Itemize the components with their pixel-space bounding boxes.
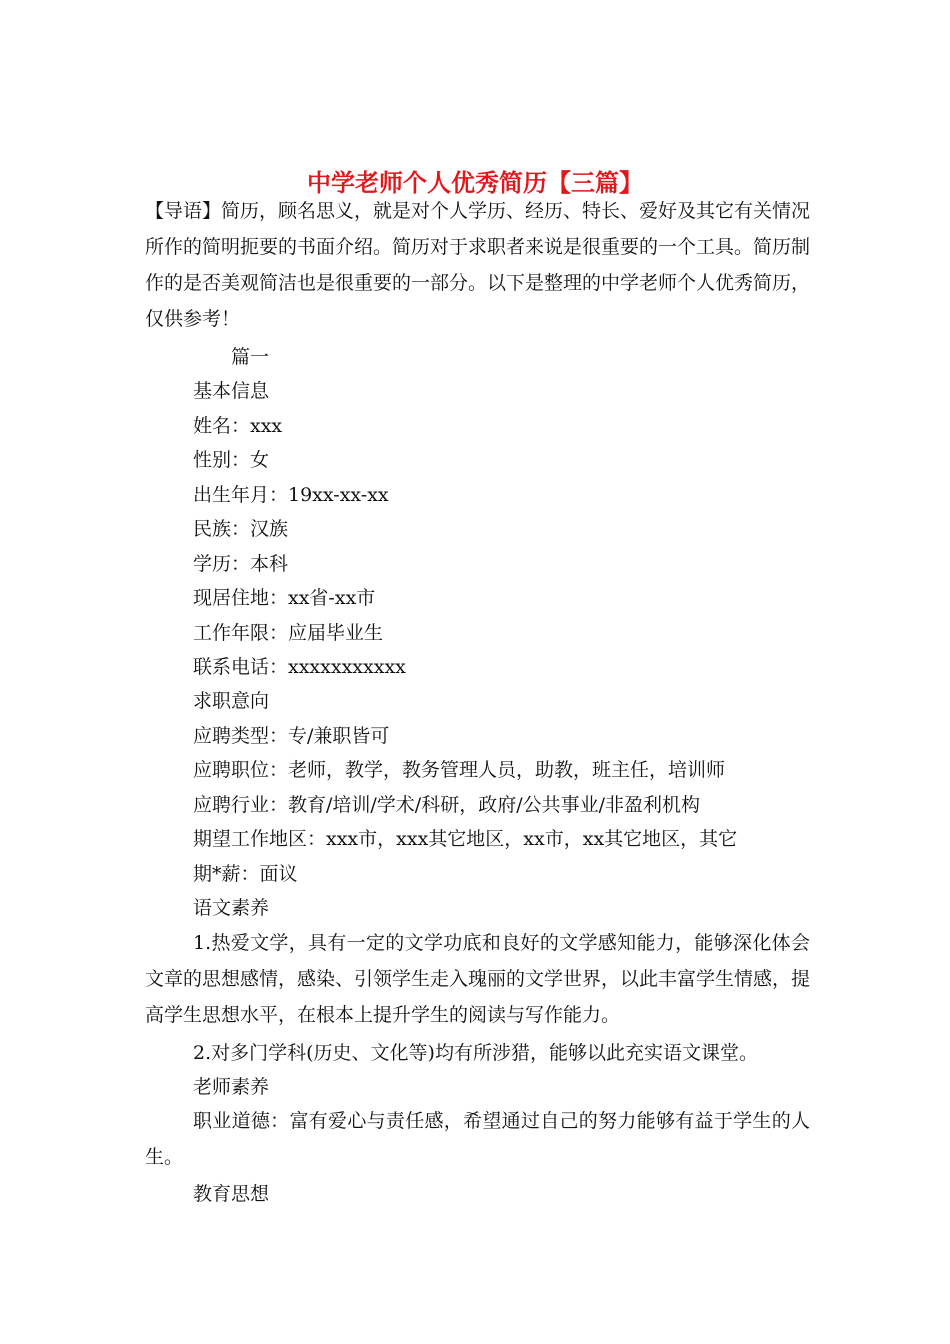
chinese-literacy-heading: 语文素养 <box>193 897 270 919</box>
basic-info-phone: 联系电话：xxxxxxxxxxx <box>193 656 406 678</box>
basic-info-heading: 基本信息 <box>193 380 270 402</box>
basic-info-residence: 现居住地：xx省-xx市 <box>193 587 376 609</box>
chinese-literacy-item-2: 2.对多门学科(历史、文化等)均有所涉猎，能够以此充实语文课堂。 <box>193 1042 758 1064</box>
job-intent-type: 应聘类型：专/兼职皆可 <box>193 725 390 747</box>
basic-info-education: 学历：本科 <box>193 553 289 575</box>
education-thought-heading: 教育思想 <box>193 1183 270 1205</box>
job-intent-salary: 期*薪：面议 <box>193 863 298 885</box>
basic-info-work-years: 工作年限：应届毕业生 <box>193 622 384 644</box>
chinese-literacy-item-1: 1.热爱文学，具有一定的文学功底和良好的文学感知能力，能够深化体会文章的思想感情，感染、引领学生走入瑰丽的文学世界，以此丰富学生情感，提高学生思想水平，在根本上提升学生的阅读与写作能力。 <box>145 932 811 1026</box>
job-intent-region: 期望工作地区：xxx市，xxx其它地区，xx市，xx其它地区，其它 <box>193 828 738 850</box>
basic-info-birth: 出生年月：19xx-xx-xx <box>193 484 389 506</box>
job-intent-heading: 求职意向 <box>193 690 270 712</box>
part-title: 篇一 <box>231 346 270 368</box>
teacher-literacy-heading: 老师素养 <box>193 1076 270 1098</box>
job-intent-industry: 应聘行业：教育/培训/学术/科研，政府/公共事业/非盈利机构 <box>193 794 701 816</box>
basic-info-gender: 性别：女 <box>193 449 270 471</box>
intro-paragraph: 【导语】简历，顾名思义，就是对个人学历、经历、特长、爱好及其它有关情况所作的简明扼要的书面介绍。简历对于求职者来说是很重要的一个工具。简历制作的是否美观简洁也是很重要的一部分。以下是整理的中学老师个人优秀简历，仅供参考！ <box>145 200 811 330</box>
basic-info-ethnicity: 民族：汉族 <box>193 518 289 540</box>
job-intent-position: 应聘职位：老师，教学，教务管理人员，助教，班主任，培训师 <box>193 759 726 781</box>
document-title: 中学老师个人优秀简历【三篇】 <box>307 168 643 198</box>
basic-info-name: 姓名：xxx <box>193 415 283 437</box>
teacher-literacy-ethics: 职业道德：富有爱心与责任感，希望通过自己的努力能够有益于学生的人生。 <box>145 1110 810 1168</box>
